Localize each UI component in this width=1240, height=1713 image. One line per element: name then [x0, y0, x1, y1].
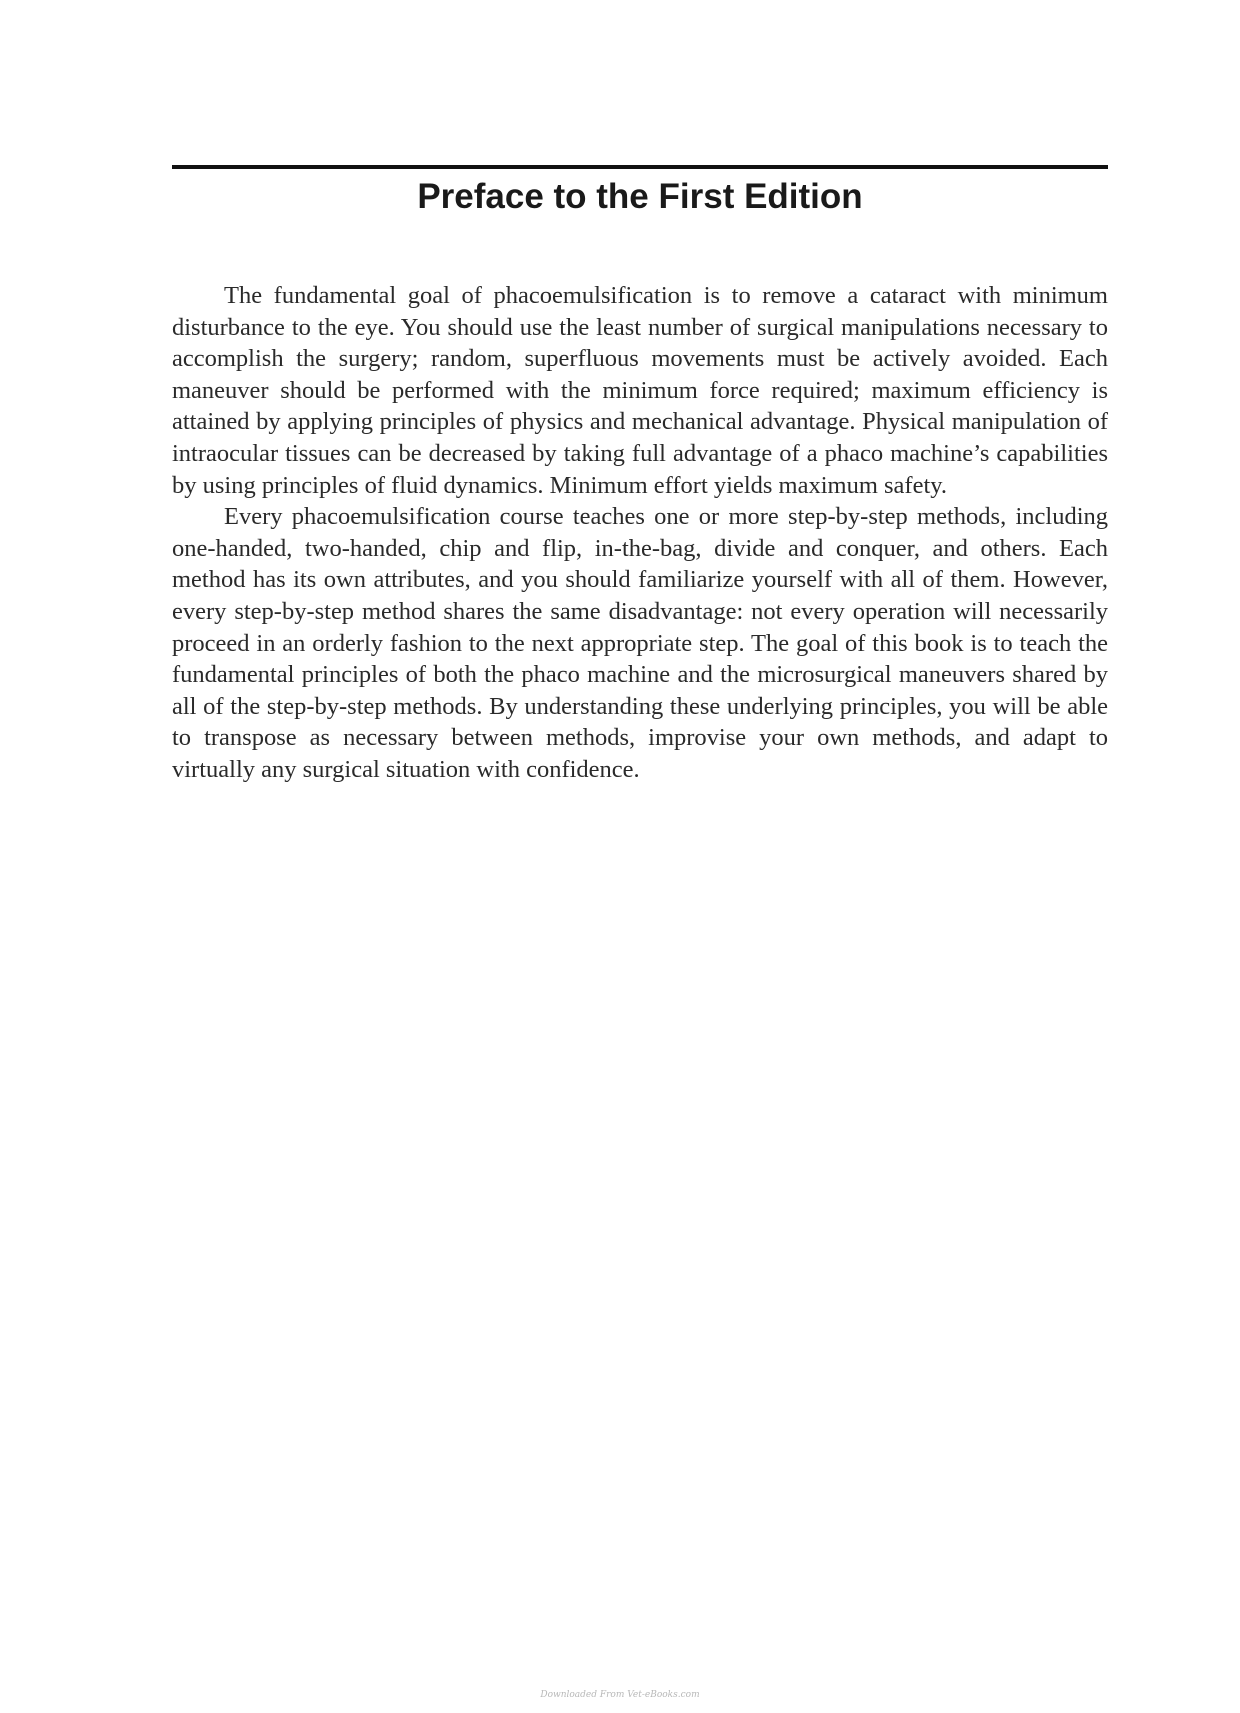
paragraph-2: Every phacoemulsification course teaches one or more step-by-step methods, including one-handed, two-handed, chip and flip, in-the-bag, divide and conquer, and others. Each method has its own attributes, and you should familiarize yourself with all of them. However, every step-by-step method shares the same disadvantage: not every operation will necessarily proceed in an orderly fashion to the next appropriate step. The goal of this book is to teach the fundamental principles of both the phaco machine and the microsurgical maneuvers shared by all of the step-by-step methods. By understanding these underlying principles, you will be able to transpose as necessary between methods, improvise your own methods, and adapt to virtually any surgical situation with confidence.	[172, 503, 1108, 783]
paragraph-1: The fundamental goal of phacoemulsification is to remove a cataract with minimum disturbance to the eye. You should use the least number of surgical manipulations necessary to accomplish the surgery; random, superfluous movements must be actively avoided. Each maneuver should be performed with the minimum force required; maximum efficiency is attained by applying principles of physics and mechanical advantage. Physical manipulation of intraocular tissues can be decreased by taking full advantage of a phaco machine’s capabilities by using principles of fluid dynamics. Minimum effort yields maximum safety.	[172, 282, 1108, 499]
preface-body	[172, 280, 1108, 786]
title-rule	[172, 165, 1108, 169]
footer-watermark: Downloaded From Vet-eBooks.com	[540, 1690, 700, 1700]
page-title: Preface to the First Edition	[417, 177, 863, 216]
